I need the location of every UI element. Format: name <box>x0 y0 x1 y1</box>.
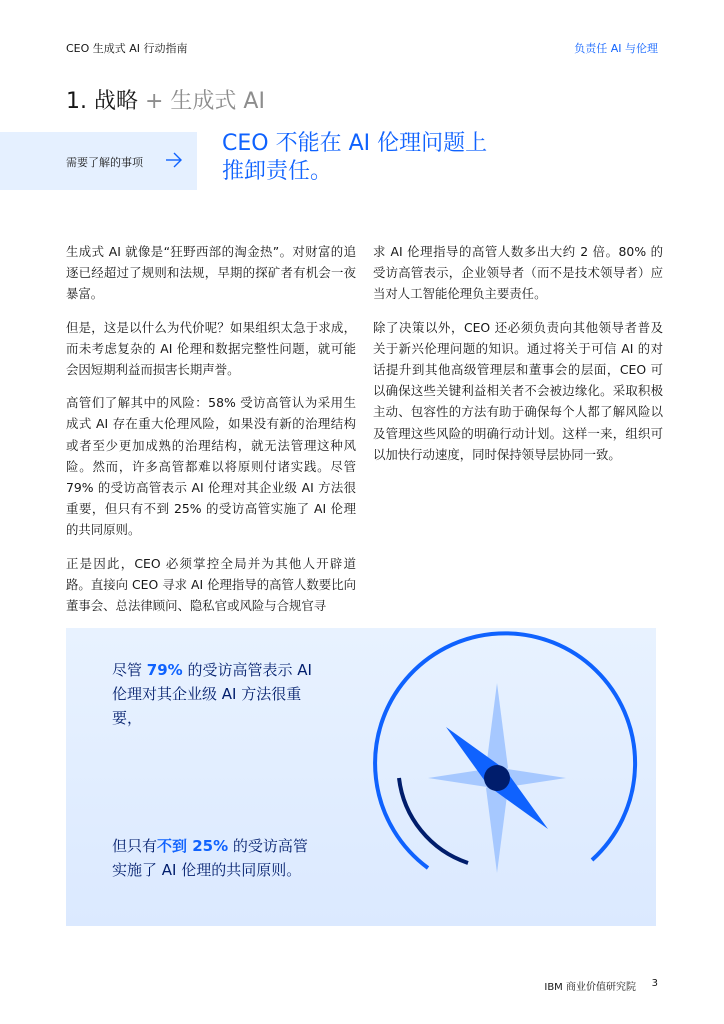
body-paragraph: 但是，这是以什么为代价呢？如果组织太急于求成，而未考虑复杂的 AI 伦理和数据完整性问题，就可能会因短期利益而损害长期声誉。 <box>66 319 356 378</box>
section-label: 负责任 AI 与伦理 <box>574 42 658 55</box>
need-to-know-box <box>0 132 197 190</box>
section-title-main: 1. 战略 <box>66 89 138 114</box>
body-paragraph: 正是因此，CEO 必须掌控全局并为其他人开辟道路。直接向 CEO 寻求 AI 伦理指导的高管人数要比向董事会、总法律顾问、隐私官或风险与合规官寻 <box>66 555 356 614</box>
document-title: CEO 生成式 AI 行动指南 <box>66 42 188 55</box>
quote-text: 但只有 <box>112 837 158 855</box>
callout-panel <box>66 628 656 926</box>
page-number: 3 <box>651 978 658 989</box>
section-title <box>66 84 265 115</box>
footer-org: IBM 商业价值研究院 <box>544 982 636 993</box>
body-column-left <box>66 241 356 628</box>
quote-highlight: 79% <box>146 661 183 679</box>
body-paragraph: 高管们了解其中的风险：58% 受访高管认为采用生成式 AI 存在重大伦理风险，如果没有新的治理结构或者至少更加成熟的治理结构，就无法管理这种风险。然而，许多高管都难以将原则付诸实践。尽管 79% 的受访高管表示 AI 伦理对其企业级 AI 方法很重要，但只有不到 25% 的受访高管实施了 AI 伦理的共同原则。 <box>66 395 356 538</box>
body-paragraph: 除了决策以外，CEO 还必须负责向其他领导者普及关于新兴伦理问题的知识。通过将关于可信 AI 的对话提升到其他高级管理层和董事会的层面，CEO 可以确保这些关键利益相关者不会被边缘化。采取积极主动、包容性的方法有助于确保每个人都了解风险以及管理这些风险的明确行动计划。这样一来，组织可以加快行动速度，同时保持领导层协同一致。 <box>373 319 663 462</box>
headline <box>222 130 487 186</box>
arrow-right-icon <box>164 150 184 170</box>
body-paragraph: 生成式 AI 就像是“狂野西部的淘金热”。对财富的追逐已经超过了规则和法规，早期的探矿者有机会一夜暴富。 <box>66 244 356 302</box>
body-paragraph: 求 AI 伦理指导的高管人数多出大约 2 倍。80% 的受访高管表示，企业领导者（而不是技术领导者）应当对人工智能伦理负主要责任。 <box>373 244 663 302</box>
need-to-know-label: 需要了解的事项 <box>66 156 143 169</box>
quote-highlight: 不到 25% <box>157 837 229 855</box>
quote-text: 尽管 <box>112 661 147 679</box>
headline-line-1: CEO 不能在 AI 伦理问题上 <box>222 131 488 156</box>
body-column-right <box>373 241 663 477</box>
section-title-sub: + 生成式 AI <box>137 89 265 114</box>
quote-text: 的受访高管表示 AI 伦理对其企业级 AI 方法很重要， <box>112 661 312 727</box>
headline-line-2: 推卸责任。 <box>222 159 333 184</box>
quote-text: 的受访高管实施了 AI 伦理的共同原则。 <box>112 837 308 879</box>
compass-icon <box>66 628 656 926</box>
